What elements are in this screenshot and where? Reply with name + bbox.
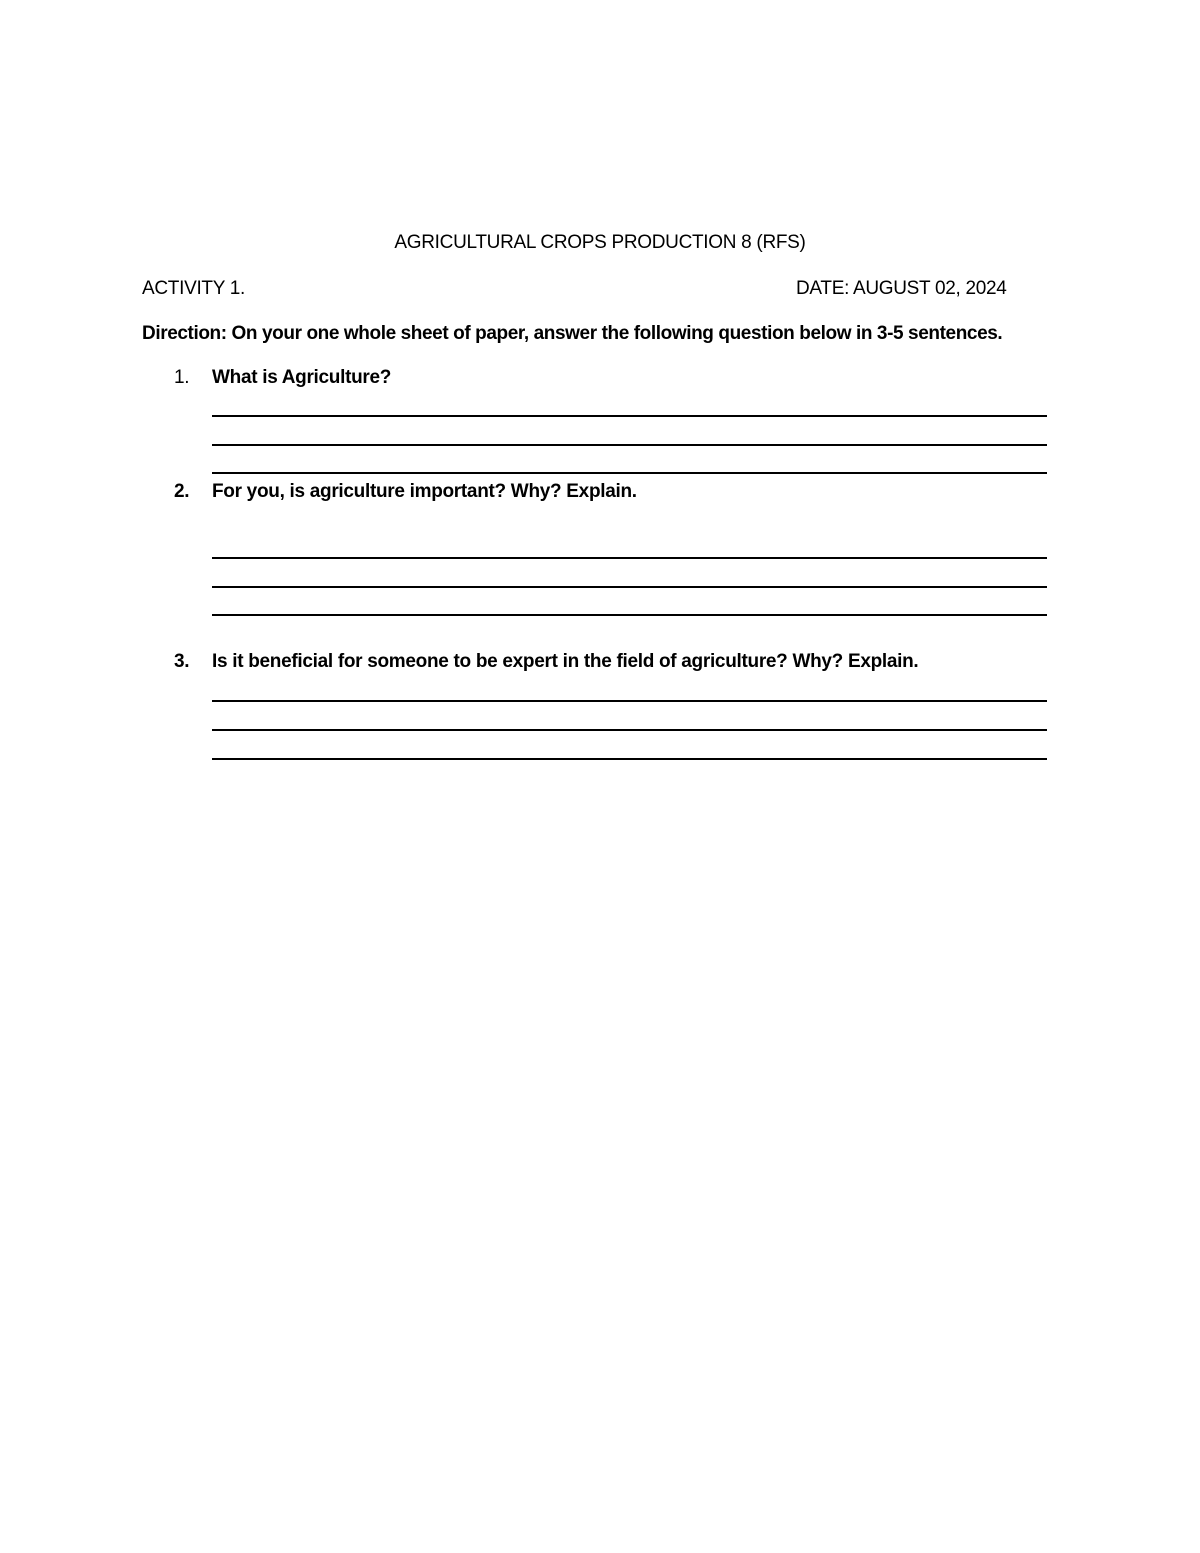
answer-line-q3-2 bbox=[212, 729, 1047, 731]
question-2-text: For you, is agriculture important? Why? Explain. bbox=[212, 481, 637, 502]
question-3-text: Is it beneficial for someone to be expert in the field of agriculture? Why? Explain. bbox=[212, 651, 919, 672]
direction-text: Direction: On your one whole sheet of paper, answer the following question below in 3-5 sentences. bbox=[142, 323, 1003, 344]
answer-line-q2-3 bbox=[212, 614, 1047, 616]
answer-line-q3-3 bbox=[212, 758, 1047, 760]
answer-line-q1-3 bbox=[212, 472, 1047, 474]
question-2-number: 2. bbox=[174, 481, 190, 502]
question-3-number: 3. bbox=[174, 651, 190, 672]
answer-line-q1-1 bbox=[212, 415, 1047, 417]
answer-line-q3-1 bbox=[212, 700, 1047, 702]
question-1-number: 1. bbox=[174, 367, 190, 388]
activity-label: ACTIVITY 1. bbox=[142, 278, 245, 299]
answer-line-q2-2 bbox=[212, 586, 1047, 588]
question-1-text: What is Agriculture? bbox=[212, 367, 392, 388]
answer-line-q1-2 bbox=[212, 444, 1047, 446]
document-title: AGRICULTURAL CROPS PRODUCTION 8 (RFS) bbox=[394, 232, 806, 253]
answer-line-q2-1 bbox=[212, 557, 1047, 559]
date-label: DATE: AUGUST 02, 2024 bbox=[796, 278, 1007, 299]
